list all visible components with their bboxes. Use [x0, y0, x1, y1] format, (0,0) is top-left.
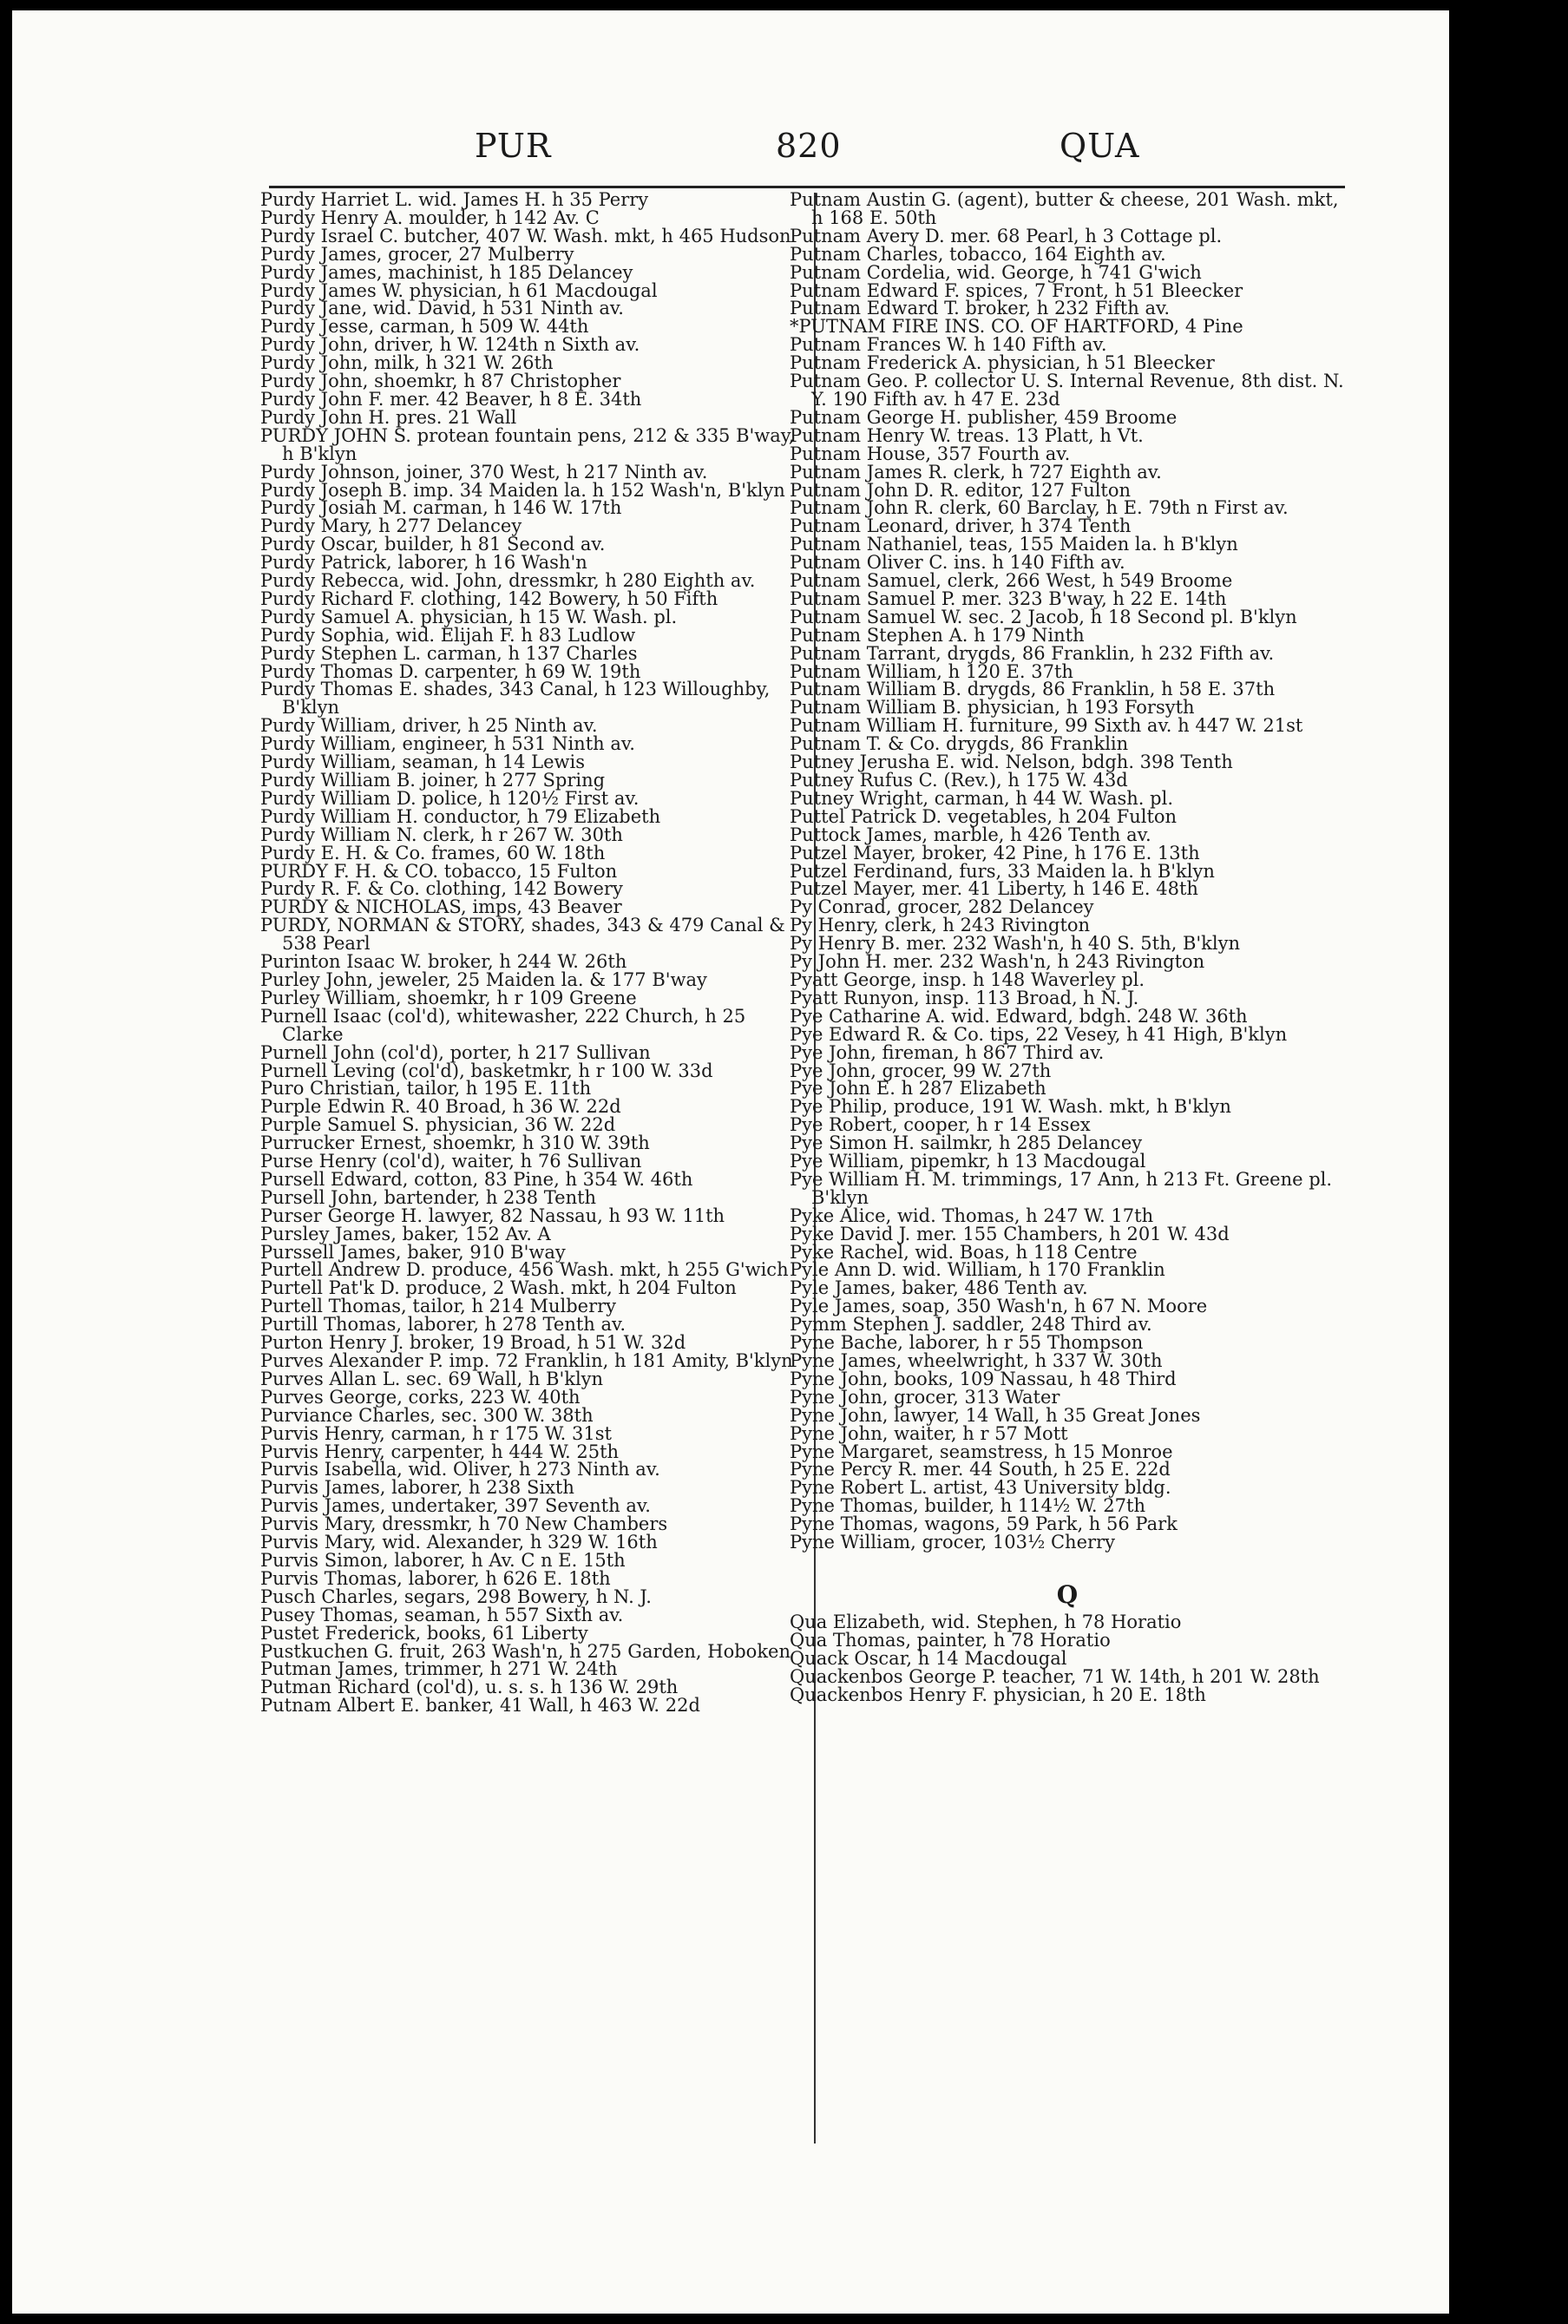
directory-entry: Purvis Henry, carman, h r 175 W. 31st [260, 1422, 612, 1444]
right-column-entries [790, 191, 1345, 1552]
directory-entry: Putnam House, 357 Fourth av. [790, 443, 1071, 464]
header-right-guide-word: QUA [1060, 127, 1140, 165]
directory-entry: Pye Philip, produce, 191 W. Wash. mkt, h B'klyn [790, 1096, 1231, 1118]
directory-entry: Purnell Leving (col'd), basketmkr, h r 100 W. 33d [260, 1060, 713, 1081]
directory-entry: Purton Henry J. broker, 19 Broad, h 51 W. 32d [260, 1332, 686, 1354]
directory-entry: Py Henry, clerk, h 243 Rivington [790, 915, 1091, 936]
directory-entry: Purves Alexander P. imp. 72 Franklin, h 181 Amity, B'klyn [260, 1350, 793, 1371]
directory-entry: Purdy E. H. & Co. frames, 60 W. 18th [260, 842, 606, 863]
directory-entry: Qua Elizabeth, wid. Stephen, h 78 Horatio [790, 1611, 1182, 1632]
directory-entry: Pyke David J. mer. 155 Chambers, h 201 W. 43d [790, 1223, 1230, 1244]
directory-entry: Purdy Samuel A. physician, h 15 W. Wash. pl. [260, 606, 678, 627]
directory-entry: Purdy John F. mer. 42 Beaver, h 8 E. 34th [260, 388, 642, 410]
directory-entry: Purdy R. F. & Co. clothing, 142 Bowery [260, 878, 623, 900]
directory-entry: Pyke Rachel, wid. Boas, h 118 Centre [790, 1241, 1138, 1263]
directory-entry: Purdy James, machinist, h 185 Delancey [260, 261, 633, 283]
directory-entry: Purtell Pat'k D. produce, 2 Wash. mkt, h 204 Fulton [260, 1277, 737, 1299]
directory-entry: Pyle James, soap, 350 Wash'n, h 67 N. Moore [790, 1296, 1208, 1317]
directory-entry: Quackenbos George P. teacher, 71 W. 14th, h 201 W. 28th [790, 1665, 1320, 1687]
directory-entry: Putnam William, h 120 E. 37th [790, 660, 1073, 682]
directory-entry: Purdy William, engineer, h 531 Ninth av. [260, 733, 635, 755]
directory-entry: Putney Rufus C. (Rev.), h 175 W. 43d [790, 770, 1128, 791]
section-gap [790, 1552, 1345, 1583]
directory-entry: Purdy Jesse, carman, h 509 W. 44th [260, 316, 589, 338]
directory-entry: Purvis Mary, dressmkr, h 70 New Chambers [260, 1513, 668, 1535]
directory-entry: Purdy James W. physician, h 61 Macdougal [260, 279, 658, 301]
directory-entry: Putnam Henry W. treas. 13 Platt, h Vt. [790, 424, 1144, 446]
directory-entry: Putnam Stephen A. h 179 Ninth [790, 624, 1085, 646]
directory-entry: Pursell John, bartender, h 238 Tenth [260, 1186, 597, 1208]
directory-entry: Purdy William N. clerk, h r 267 W. 30th [260, 824, 623, 845]
directory-entry: Putzel Mayer, mer. 41 Liberty, h 146 E. 48th [790, 878, 1198, 900]
directory-entry: Purdy Thomas E. shades, 343 Canal, h 123 Willoughby, B'klyn [260, 679, 771, 719]
directory-entry: Purssell James, baker, 910 B'way [260, 1241, 566, 1263]
directory-entry: Pye William, pipemkr, h 13 Macdougal [790, 1151, 1146, 1172]
directory-entry: Putnam Frederick A. physician, h 51 Bleecker [790, 352, 1215, 374]
directory-entry: Pye Edward R. & Co. tips, 22 Vesey, h 41 High, B'klyn [790, 1023, 1288, 1045]
directory-entry: Pye William H. M. trimmings, 17 Ann, h 213 Ft. Greene pl. B'klyn [790, 1168, 1333, 1208]
directory-entry: Pursley James, baker, 152 Av. A [260, 1223, 551, 1244]
directory-entry: Pyne Thomas, wagons, 59 Park, h 56 Park [790, 1513, 1178, 1535]
directory-entry: Pyle Ann D. wid. William, h 170 Franklin [790, 1259, 1165, 1281]
directory-entry: Quack Oscar, h 14 Macdougal [790, 1647, 1067, 1669]
directory-entry: Putnam Tarrant, drygds, 86 Franklin, h 232 Fifth av. [790, 642, 1275, 664]
directory-entry: Putnam John D. R. editor, 127 Fulton [790, 479, 1132, 501]
directory-entry: Purple Edwin R. 40 Broad, h 36 W. 22d [260, 1096, 621, 1118]
directory-entry: Purdy Joseph B. imp. 34 Maiden la. h 152 Wash'n, B'klyn [260, 479, 785, 501]
directory-entry: Putney Jerusha E. wid. Nelson, bdgh. 398 Tenth [790, 752, 1233, 773]
directory-entry: Puro Christian, tailor, h 195 E. 11th [260, 1078, 592, 1100]
directory-entry: Pyne Percy R. mer. 44 South, h 25 E. 22d [790, 1459, 1171, 1480]
directory-entry: Purdy Thomas D. carpenter, h 69 W. 19th [260, 660, 641, 682]
directory-entry: Pyne John, waiter, h r 57 Mott [790, 1422, 1068, 1444]
directory-entry: Pustkuchen G. fruit, 263 Wash'n, h 275 Garden, Hoboken [260, 1640, 791, 1662]
directory-entry: Pustet Frederick, books, 61 Liberty [260, 1622, 588, 1644]
directory-entry: Purtill Thomas, laborer, h 278 Tenth av. [260, 1314, 627, 1336]
directory-entry: Pusch Charles, segars, 298 Bowery, h N. J. [260, 1585, 652, 1607]
directory-entry: Putnam Nathaniel, teas, 155 Maiden la. h B'klyn [790, 534, 1238, 555]
directory-entry: Pyatt George, insp. h 148 Waverley pl. [790, 968, 1145, 990]
directory-entry: Pyne William, grocer, 103½ Cherry [790, 1532, 1115, 1553]
directory-entry: Putman Richard (col'd), u. s. s. h 136 W. 29th [260, 1677, 679, 1698]
directory-entry: Purdy James, grocer, 27 Mulberry [260, 243, 574, 265]
directory-entry: Pyne Robert L. artist, 43 University bldg. [790, 1477, 1171, 1499]
directory-entry: Purdy Sophia, wid. Elijah F. h 83 Ludlow [260, 624, 636, 646]
directory-entry: Putnam Albert E. banker, 41 Wall, h 463 W. 22d [260, 1695, 700, 1717]
directory-entry: Pursell Edward, cotton, 83 Pine, h 354 W. 46th [260, 1168, 693, 1190]
directory-entry: Purvis Isabella, wid. Oliver, h 273 Ninth av. [260, 1459, 660, 1480]
directory-entry: Pymm Stephen J. saddler, 248 Third av. [790, 1314, 1152, 1336]
directory-entry: Putzel Ferdinand, furs, 33 Maiden la. h B'klyn [790, 860, 1215, 882]
directory-entry: PURDY, NORMAN & STORY, shades, 343 & 479 Canal & 538 Pearl [260, 915, 785, 955]
directory-entry: Purdy John, milk, h 321 W. 26th [260, 352, 554, 374]
directory-entry: Purvis Mary, wid. Alexander, h 329 W. 16th [260, 1532, 658, 1553]
directory-entry: Py Conrad, grocer, 282 Delancey [790, 896, 1094, 918]
directory-entry: Putnam Geo. P. collector U. S. Internal Revenue, 8th dist. N. Y. 190 Fifth av. h 47 E. 23d [790, 371, 1344, 410]
directory-entry: Purdy Israel C. butcher, 407 W. Wash. mkt, h 465 Hudson [260, 225, 791, 246]
right-column [790, 191, 1345, 1704]
directory-entry: Purdy Henry A. moulder, h 142 Av. C [260, 207, 600, 228]
directory-entry: *PUTNAM FIRE INS. CO. OF HARTFORD, 4 Pine [790, 316, 1243, 338]
header-rule [269, 186, 1345, 188]
directory-entry: Pye Robert, cooper, h r 14 Essex [790, 1114, 1091, 1136]
directory-entry: Putnam Austin G. (agent), butter & cheese, 201 Wash. mkt, h 168 E. 50th [790, 189, 1339, 228]
section-q-entries [790, 1613, 1345, 1704]
directory-entry: Purves Allan L. sec. 69 Wall, h B'klyn [260, 1368, 604, 1389]
directory-entry: Py Henry B. mer. 232 Wash'n, h 40 S. 5th, B'klyn [790, 933, 1241, 955]
directory-entry: Putnam Charles, tobacco, 164 Eighth av. [790, 243, 1166, 265]
directory-entry: PURDY F. H. & CO. tobacco, 15 Fulton [260, 860, 618, 882]
directory-entry: Purdy John, driver, h W. 124th n Sixth av. [260, 334, 640, 356]
directory-entry: Putnam Edward T. broker, h 232 Fifth av. [790, 298, 1171, 319]
directory-entry: Purdy Stephen L. carman, h 137 Charles [260, 642, 638, 664]
directory-entry: Purple Samuel S. physician, 36 W. 22d [260, 1114, 616, 1136]
directory-entry: Putnam William H. furniture, 99 Sixth av. h 447 W. 21st [790, 715, 1303, 737]
directory-entry: Purdy William B. joiner, h 277 Spring [260, 770, 606, 791]
directory-entry: Purdy Jane, wid. David, h 531 Ninth av. [260, 298, 624, 319]
directory-entry: Purnell Isaac (col'd), whitewasher, 222 Church, h 25 Clarke [260, 1005, 746, 1045]
directory-entry: Purdy William, seaman, h 14 Lewis [260, 752, 586, 773]
directory-entry: Qua Thomas, painter, h 78 Horatio [790, 1629, 1111, 1651]
directory-entry: Pyne Thomas, builder, h 114½ W. 27th [790, 1495, 1145, 1517]
directory-entry: Putnam Samuel, clerk, 266 West, h 549 Broome [790, 570, 1233, 592]
directory-entry: Pyne John, lawyer, 14 Wall, h 35 Great Jones [790, 1404, 1201, 1426]
directory-entry: Purser George H. lawyer, 82 Nassau, h 93 W. 11th [260, 1205, 725, 1226]
directory-entry: Purtell Andrew D. produce, 456 Wash. mkt, h 255 G'wich [260, 1259, 789, 1281]
directory-entry: Pyne Margaret, seamstress, h 15 Monroe [790, 1441, 1173, 1462]
directory-entry: Puttock James, marble, h 426 Tenth av. [790, 824, 1151, 845]
directory-entry: Purdy Patrick, laborer, h 16 Wash'n [260, 552, 587, 574]
directory-entry: Purrucker Ernest, shoemkr, h 310 W. 39th [260, 1132, 650, 1154]
directory-entry: Purley William, shoemkr, h r 109 Greene [260, 987, 637, 1008]
directory-entry: Putnam James R. clerk, h 727 Eighth av. [790, 461, 1162, 483]
directory-entry: Pyke Alice, wid. Thomas, h 247 W. 17th [790, 1205, 1154, 1226]
directory-entry: Putzel Mayer, broker, 42 Pine, h 176 E. 13th [790, 842, 1200, 863]
directory-entry: Putnam Avery D. mer. 68 Pearl, h 3 Cottage pl. [790, 225, 1223, 246]
directory-entry: Pye Catharine A. wid. Edward, bdgh. 248 W. 36th [790, 1005, 1248, 1027]
directory-entry: Putnam Frances W. h 140 Fifth av. [790, 334, 1107, 356]
directory-page [12, 10, 1449, 2314]
section-letter-q: Q [1056, 1579, 1079, 1609]
directory-entry: Putnam Cordelia, wid. George, h 741 G'wich [790, 261, 1202, 283]
directory-entry: Purdy Josiah M. carman, h 146 W. 17th [260, 497, 622, 519]
directory-entry: Purdy Harriet L. wid. James H. h 35 Perry [260, 189, 649, 210]
directory-entry: Putman James, trimmer, h 271 W. 24th [260, 1658, 618, 1680]
page-number: 820 [776, 127, 842, 165]
directory-entry: Pye John, grocer, 99 W. 27th [790, 1060, 1052, 1081]
directory-entry: Putnam William B. physician, h 193 Forsyth [790, 697, 1195, 719]
directory-entry: Purdy William H. conductor, h 79 Elizabeth [260, 805, 661, 827]
directory-entry: Pye John E. h 287 Elizabeth [790, 1078, 1046, 1100]
directory-entry: Purinton Isaac W. broker, h 244 W. 26th [260, 951, 627, 973]
directory-entry: PURDY JOHN S. protean fountain pens, 212 & 335 B'way, h B'klyn [260, 424, 795, 464]
directory-entry: Putnam T. & Co. drygds, 86 Franklin [790, 733, 1129, 755]
directory-entry: Purvis Henry, carpenter, h 444 W. 25th [260, 1441, 620, 1462]
directory-entry: Puttel Patrick D. vegetables, h 204 Fulton [790, 805, 1178, 827]
directory-entry: Purvis James, undertaker, 397 Seventh av. [260, 1495, 651, 1517]
directory-entry: Pye Simon H. sailmkr, h 285 Delancey [790, 1132, 1143, 1154]
directory-entry: Putnam Edward F. spices, 7 Front, h 51 Bleecker [790, 279, 1243, 301]
directory-entry: Purdy Mary, h 277 Delancey [260, 515, 522, 537]
directory-entry: Purves George, corks, 223 W. 40th [260, 1386, 581, 1408]
directory-entry: Quackenbos Henry F. physician, h 20 E. 18th [790, 1684, 1206, 1705]
left-column [260, 191, 807, 1715]
directory-entry: Purse Henry (col'd), waiter, h 76 Sullivan [260, 1151, 642, 1172]
directory-entry: Putnam Samuel W. sec. 2 Jacob, h 18 Second pl. B'klyn [790, 606, 1297, 627]
directory-entry: Purdy William, driver, h 25 Ninth av. [260, 715, 598, 737]
directory-entry: Putney Wright, carman, h 44 W. Wash. pl. [790, 787, 1173, 809]
directory-entry: Putnam Leonard, driver, h 374 Tenth [790, 515, 1132, 537]
directory-entry: Purdy William D. police, h 120½ First av. [260, 787, 640, 809]
directory-entry: Pyle James, baker, 486 Tenth av. [790, 1277, 1088, 1299]
directory-entry: Putnam George H. publisher, 459 Broome [790, 406, 1178, 428]
directory-entry: Py John H. mer. 232 Wash'n, h 243 Rivington [790, 951, 1205, 973]
directory-entry: Purnell John (col'd), porter, h 217 Sullivan [260, 1041, 651, 1063]
directory-entry: Purdy John, shoemkr, h 87 Christopher [260, 371, 621, 392]
directory-entry: Pyne John, grocer, 313 Water [790, 1386, 1060, 1408]
directory-entry: Purdy John H. pres. 21 Wall [260, 406, 517, 428]
directory-entry: PURDY & NICHOLAS, imps, 43 Beaver [260, 896, 622, 918]
directory-entry: Putnam Oliver C. ins. h 140 Fifth av. [790, 552, 1125, 574]
directory-entry: Purdy Richard F. clothing, 142 Bowery, h 50 Fifth [260, 588, 718, 609]
header-left-guide-word: PUR [475, 127, 552, 165]
directory-entry: Purdy Rebecca, wid. John, dressmkr, h 280 Eighth av. [260, 570, 756, 592]
directory-entry: Pusey Thomas, seaman, h 557 Sixth av. [260, 1604, 624, 1625]
directory-entry: Pyne Bache, laborer, h r 55 Thompson [790, 1332, 1144, 1354]
directory-entry: Purley John, jeweler, 25 Maiden la. & 177 B'way [260, 968, 707, 990]
directory-entry: Pyne John, books, 109 Nassau, h 48 Third [790, 1368, 1177, 1389]
directory-entry: Putnam Samuel P. mer. 323 B'way, h 22 E. 14th [790, 588, 1227, 609]
directory-entry: Putnam William B. drygds, 86 Franklin, h 58 E. 37th [790, 679, 1276, 700]
directory-entry: Putnam John R. clerk, 60 Barclay, h E. 79th n First av. [790, 497, 1289, 519]
directory-entry: Pyne James, wheelwright, h 337 W. 30th [790, 1350, 1163, 1371]
directory-entry: Purdy Oscar, builder, h 81 Second av. [260, 534, 606, 555]
directory-entry: Purtell Thomas, tailor, h 214 Mulberry [260, 1296, 617, 1317]
directory-entry: Pye John, fireman, h 867 Third av. [790, 1041, 1105, 1063]
directory-entry: Purvis James, laborer, h 238 Sixth [260, 1477, 574, 1499]
directory-entry: Purviance Charles, sec. 300 W. 38th [260, 1404, 594, 1426]
directory-entry: Pyatt Runyon, insp. 113 Broad, h N. J. [790, 987, 1139, 1008]
directory-entry: Purvis Simon, laborer, h Av. C n E. 15th [260, 1549, 626, 1571]
directory-entry: Purvis Thomas, laborer, h 626 E. 18th [260, 1567, 611, 1589]
directory-entry: Purdy Johnson, joiner, 370 West, h 217 Ninth av. [260, 461, 708, 483]
